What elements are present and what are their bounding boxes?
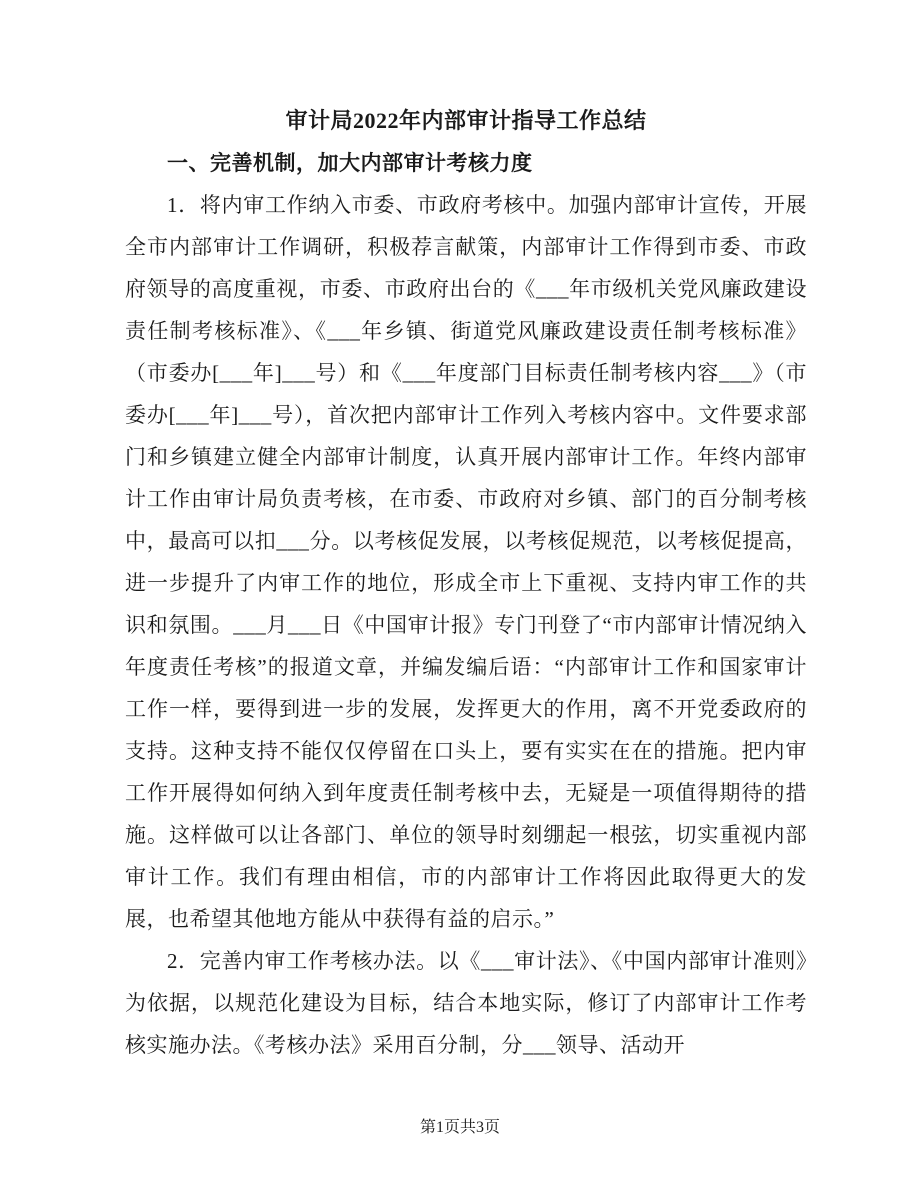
paragraph: 2．完善内审工作考核办法。以《___审计法》、《中国内部审计准则》为依据，以规范化建设为目标，结合本地实际，修订了内部审计工作考核实施办法。《考核办法》采用百分制，分___领导、活动开 — [125, 949, 807, 1057]
section-heading: 一、完善机制，加大内部审计考核力度 — [167, 151, 533, 175]
page-number-indicator: 第1页共3页 — [419, 1119, 500, 1136]
paragraph: 1．将内审工作纳入市委、市政府考核中。加强内部审计宣传，开展全市内部审计工作调研，积极荐言献策，内部审计工作得到市委、市政府领导的高度重视，市委、市政府出台的《___年市级机关党风廉政建设责任制考核标准》、《___年乡镇、街道党风廉政建设责任制考核标准》（市委办[___年]___号）和《___年度部门目标责任制考核内容___》（市委办[___年]___号），首次把内部审计工作列入考核内容中。文件要求部门和乡镇建立健全内部审计制度，认真开展内部审计工作。年终内部审计工作由审计局负责考核，在市委、市政府对乡镇、部门的百分制考核中，最高可以扣___分。以考核促发展，以考核促规范，以考核促提高，进一步提升了内审工作的地位，形成全市上下重视、支持内审工作的共识和氛围。___月___日《中国审计报》专门刊登了“市内部审计情况纳入年度责任考核”的报道文章，并编发编后语：“内部审计工作和国家审计工作一样，要得到进一步的发展，发挥更大的作用，离不开党委政府的支持。这种支持不能仅仅停留在口头上，要有实实在在的措施。把内审工作开展得如何纳入到年度责任制考核中去，无疑是一项值得期待的措施。这样做可以让各部门、单位的领导时刻绷起一根弦，切实重视内部审计工作。我们有理由相信，市的内部审计工作将因此取得更大的发展，也希望其他地方能从中获得有益的启示。” — [125, 193, 807, 931]
page-footer — [0, 1116, 920, 1140]
document-title: 审计局2022年内部审计指导工作总结 — [285, 108, 647, 133]
document-body — [125, 100, 807, 1112]
